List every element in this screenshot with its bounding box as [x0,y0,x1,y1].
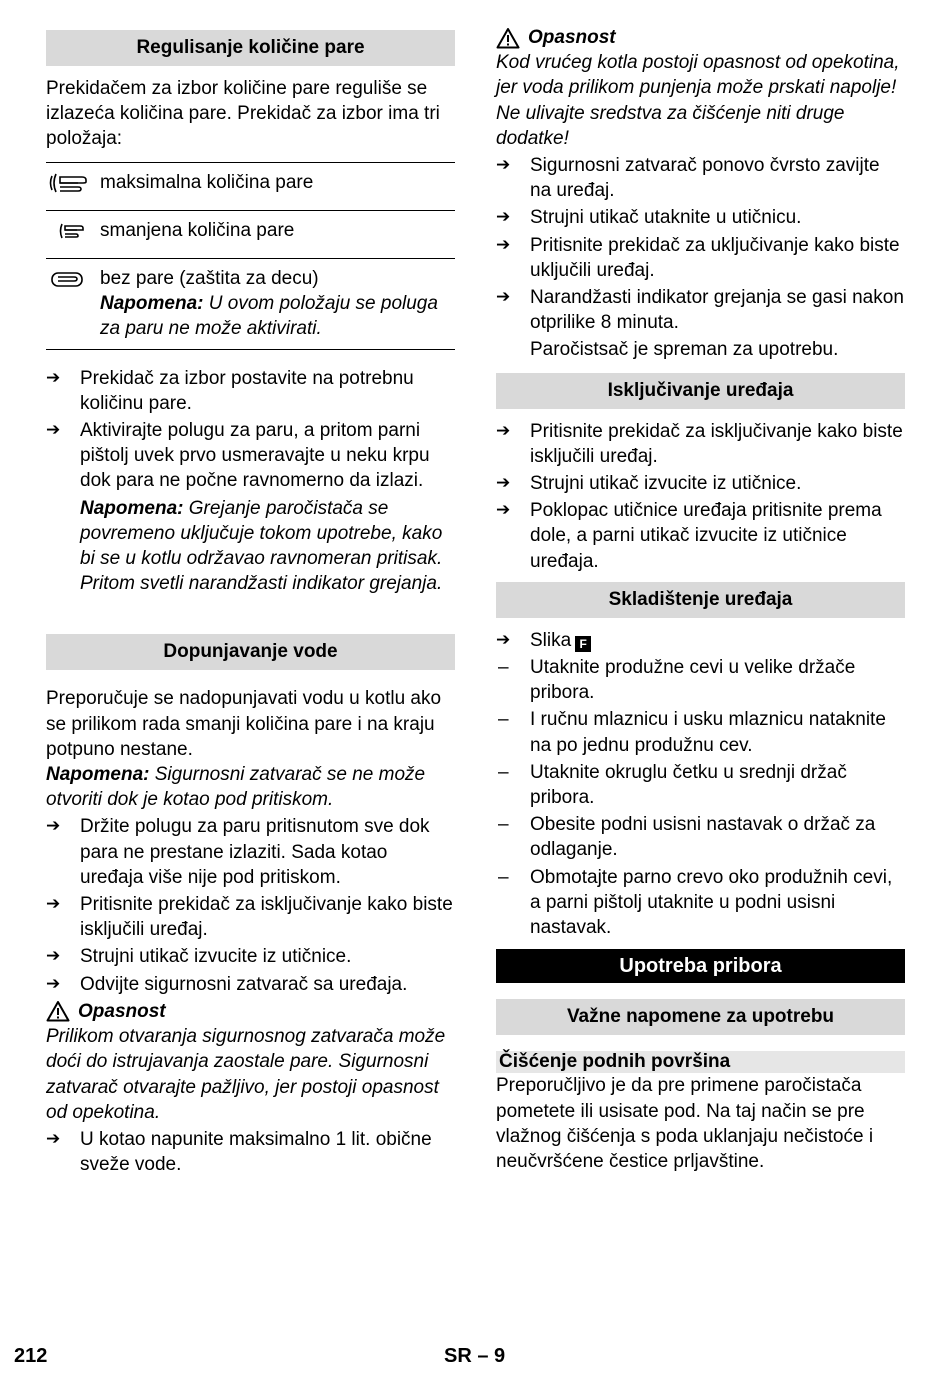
language-page-label: SR – 9 [444,1345,506,1367]
refill-continue-steps [496,153,905,335]
figure-label: Slika [530,629,572,651]
list-item: ➔ Sigurnosni zatvarač ponovo čvrsto zavijte na uređaj. [496,153,905,203]
list-item: ➔ Pritisnite prekidač za isključivanje kako biste isključili uređaj. [46,892,455,942]
list-item: ➔ Strujni utikač izvucite iz utičnice. [46,944,455,969]
list-item: ➔ U kotao napunite maksimalno 1 lit. obične sveže vode. [46,1127,455,1177]
note-label: Napomena: [80,497,184,519]
list-item: – Utaknite produžne cevi u velike držače pribora. [496,655,905,705]
list-item: – Obesite podni usisni nastavak o držač za odlaganje. [496,812,905,862]
figure-letter-badge: F [575,636,591,652]
no-steam-child-lock-icon [46,266,88,292]
warning-triangle-icon [46,1000,70,1022]
note-label: Napomena: [46,764,150,786]
list-item: ➔ Poklopac utičnice uređaja pritisnite prema dole, a parni utikač izvucite iz utičnice uređaja. [496,498,905,574]
max-steam-icon [46,170,88,196]
floor-cleaning-text: Preporučljivo je da pre primene paročistača pometete ili usisate pod. Na taj način se pre vlažnog čišćenja s poda uklanjaju nečistoće i neučvršćene čestice prljavštine. [496,1075,874,1172]
list-item: ➔ Prekidač za izbor postavite na potrebnu količinu pare. [46,366,455,416]
refill-note [46,762,455,812]
subheading-floor-cleaning: Čišćenje podnih površina [496,1051,905,1073]
section-heading-steam-regulation: Regulisanje količine pare [46,30,455,66]
refill-danger-text: Prilikom otvaranja sigurnosnog zatvarača može doći do istrujavanja zaostale pare. Sigurnosni zatvarač otvarajte pažljivo, jer postoji opasnost od opekotina. [46,1026,446,1123]
list-item: ➔ Odvijte sigurnosni zatvarač sa uređaja. [46,972,455,997]
position-row-max [46,162,455,210]
danger-label-text: Opasnost [78,1000,166,1022]
warning-triangle-icon [496,27,520,49]
steam-note [46,496,455,597]
refill-final-step [46,1127,455,1177]
note-text: Sigurnosni zatvarač se ne može otvoriti dok je kotao pod pritiskom. [46,764,426,811]
steam-steps [46,366,455,494]
refill-intro: Preporučuje se nadopunjavati vodu u kotlu ako se prilikom rada smanji količina pare i na kraju potpuno nestane. [46,688,442,760]
list-item: ➔ Pritisnite prekidač za isključivanje kako biste isključili uređaj. [496,419,905,469]
section-heading-refill: Dopunjavanje vode [46,634,455,670]
position-text-no-steam: bez pare (zaštita za decu) [100,268,319,290]
section-heading-switch-off: Isključivanje uređaja [496,373,905,409]
position-row-reduced [46,210,455,258]
note-label: Napomena: [100,293,204,315]
note-text: Grejanje paročistača se povremeno uključuje tokom upotrebe, kako bi se u kotlu održavao ravnomeran pritisak. Pritom svetli narandžasti indikator grejanja. [80,497,443,595]
steam-intro: Prekidačem za izbor količine pare reguliše se izlazeća količina pare. Prekidač za izbor ima tri položaja: [46,78,440,150]
right-danger-text: Kod vrućeg kotla postoji opasnost od opekotina, jer voda prilikom punjenja može prskati napolje! Ne ulivajte sredstva za čišćenje niti druge dodatke! [496,52,900,149]
list-item: ➔ Strujni utikač utaknite u utičnicu. [496,205,905,230]
section-heading-storage: Skladištenje uređaja [496,582,905,618]
note-text: U ovom položaju se poluga za paru ne može aktivirati. [100,293,438,340]
right-column [496,25,905,1174]
list-item: – Obmotajte parno crevo oko produžnih cevi, a parni pištolj utaknite u podni usisni nastavak. [496,865,905,941]
position-text-reduced: smanjena količina pare [100,210,455,258]
ready-text: Paročistsač je spreman za upotrebu. [530,339,839,361]
position-note [100,291,455,341]
reduced-steam-icon [46,218,88,244]
list-item: ➔ Narandžasti indikator grejanja se gasi nakon otprilike 8 minuta. [496,285,905,335]
section-heading-important-notes: Važne napomene za upotrebu [496,999,905,1035]
right-danger-label [496,25,905,50]
refill-steps [46,814,455,996]
list-item [496,628,905,653]
danger-label-text: Opasnost [528,27,616,48]
chapter-heading-accessories: Upotreba pribora [496,949,905,983]
storage-items [496,655,905,940]
left-column [46,30,455,1177]
list-item: ➔ Pritisnite prekidač za uključivanje kako biste uključili uređaj. [496,233,905,283]
list-item: ➔ Strujni utikač izvucite iz utičnice. [496,471,905,496]
list-item: ➔ Držite polugu za paru pritisnutom sve dok para ne prestane izlaziti. Sada kotao uređaja više nije pod pritiskom. [46,814,455,890]
list-item: – I ručnu mlaznicu i usku mlaznicu nataknite na po jednu produžnu cev. [496,707,905,757]
steam-positions-table [46,162,455,350]
switch-off-steps [496,419,905,574]
refill-danger-label [46,999,455,1024]
page-number: 212 [14,1345,48,1367]
list-item: ➔ Aktivirajte polugu za paru, a pritom parni pištolj uvek prvo usmeravajte u neku krpu dok para ne počne ravnomerno da izlazi. [46,418,455,494]
storage-figure-step [496,628,905,653]
position-row-no-steam [46,259,455,350]
position-text-max: maksimalna količina pare [100,162,455,210]
list-item: – Utaknite okruglu četku u srednji držač pribora. [496,760,905,810]
